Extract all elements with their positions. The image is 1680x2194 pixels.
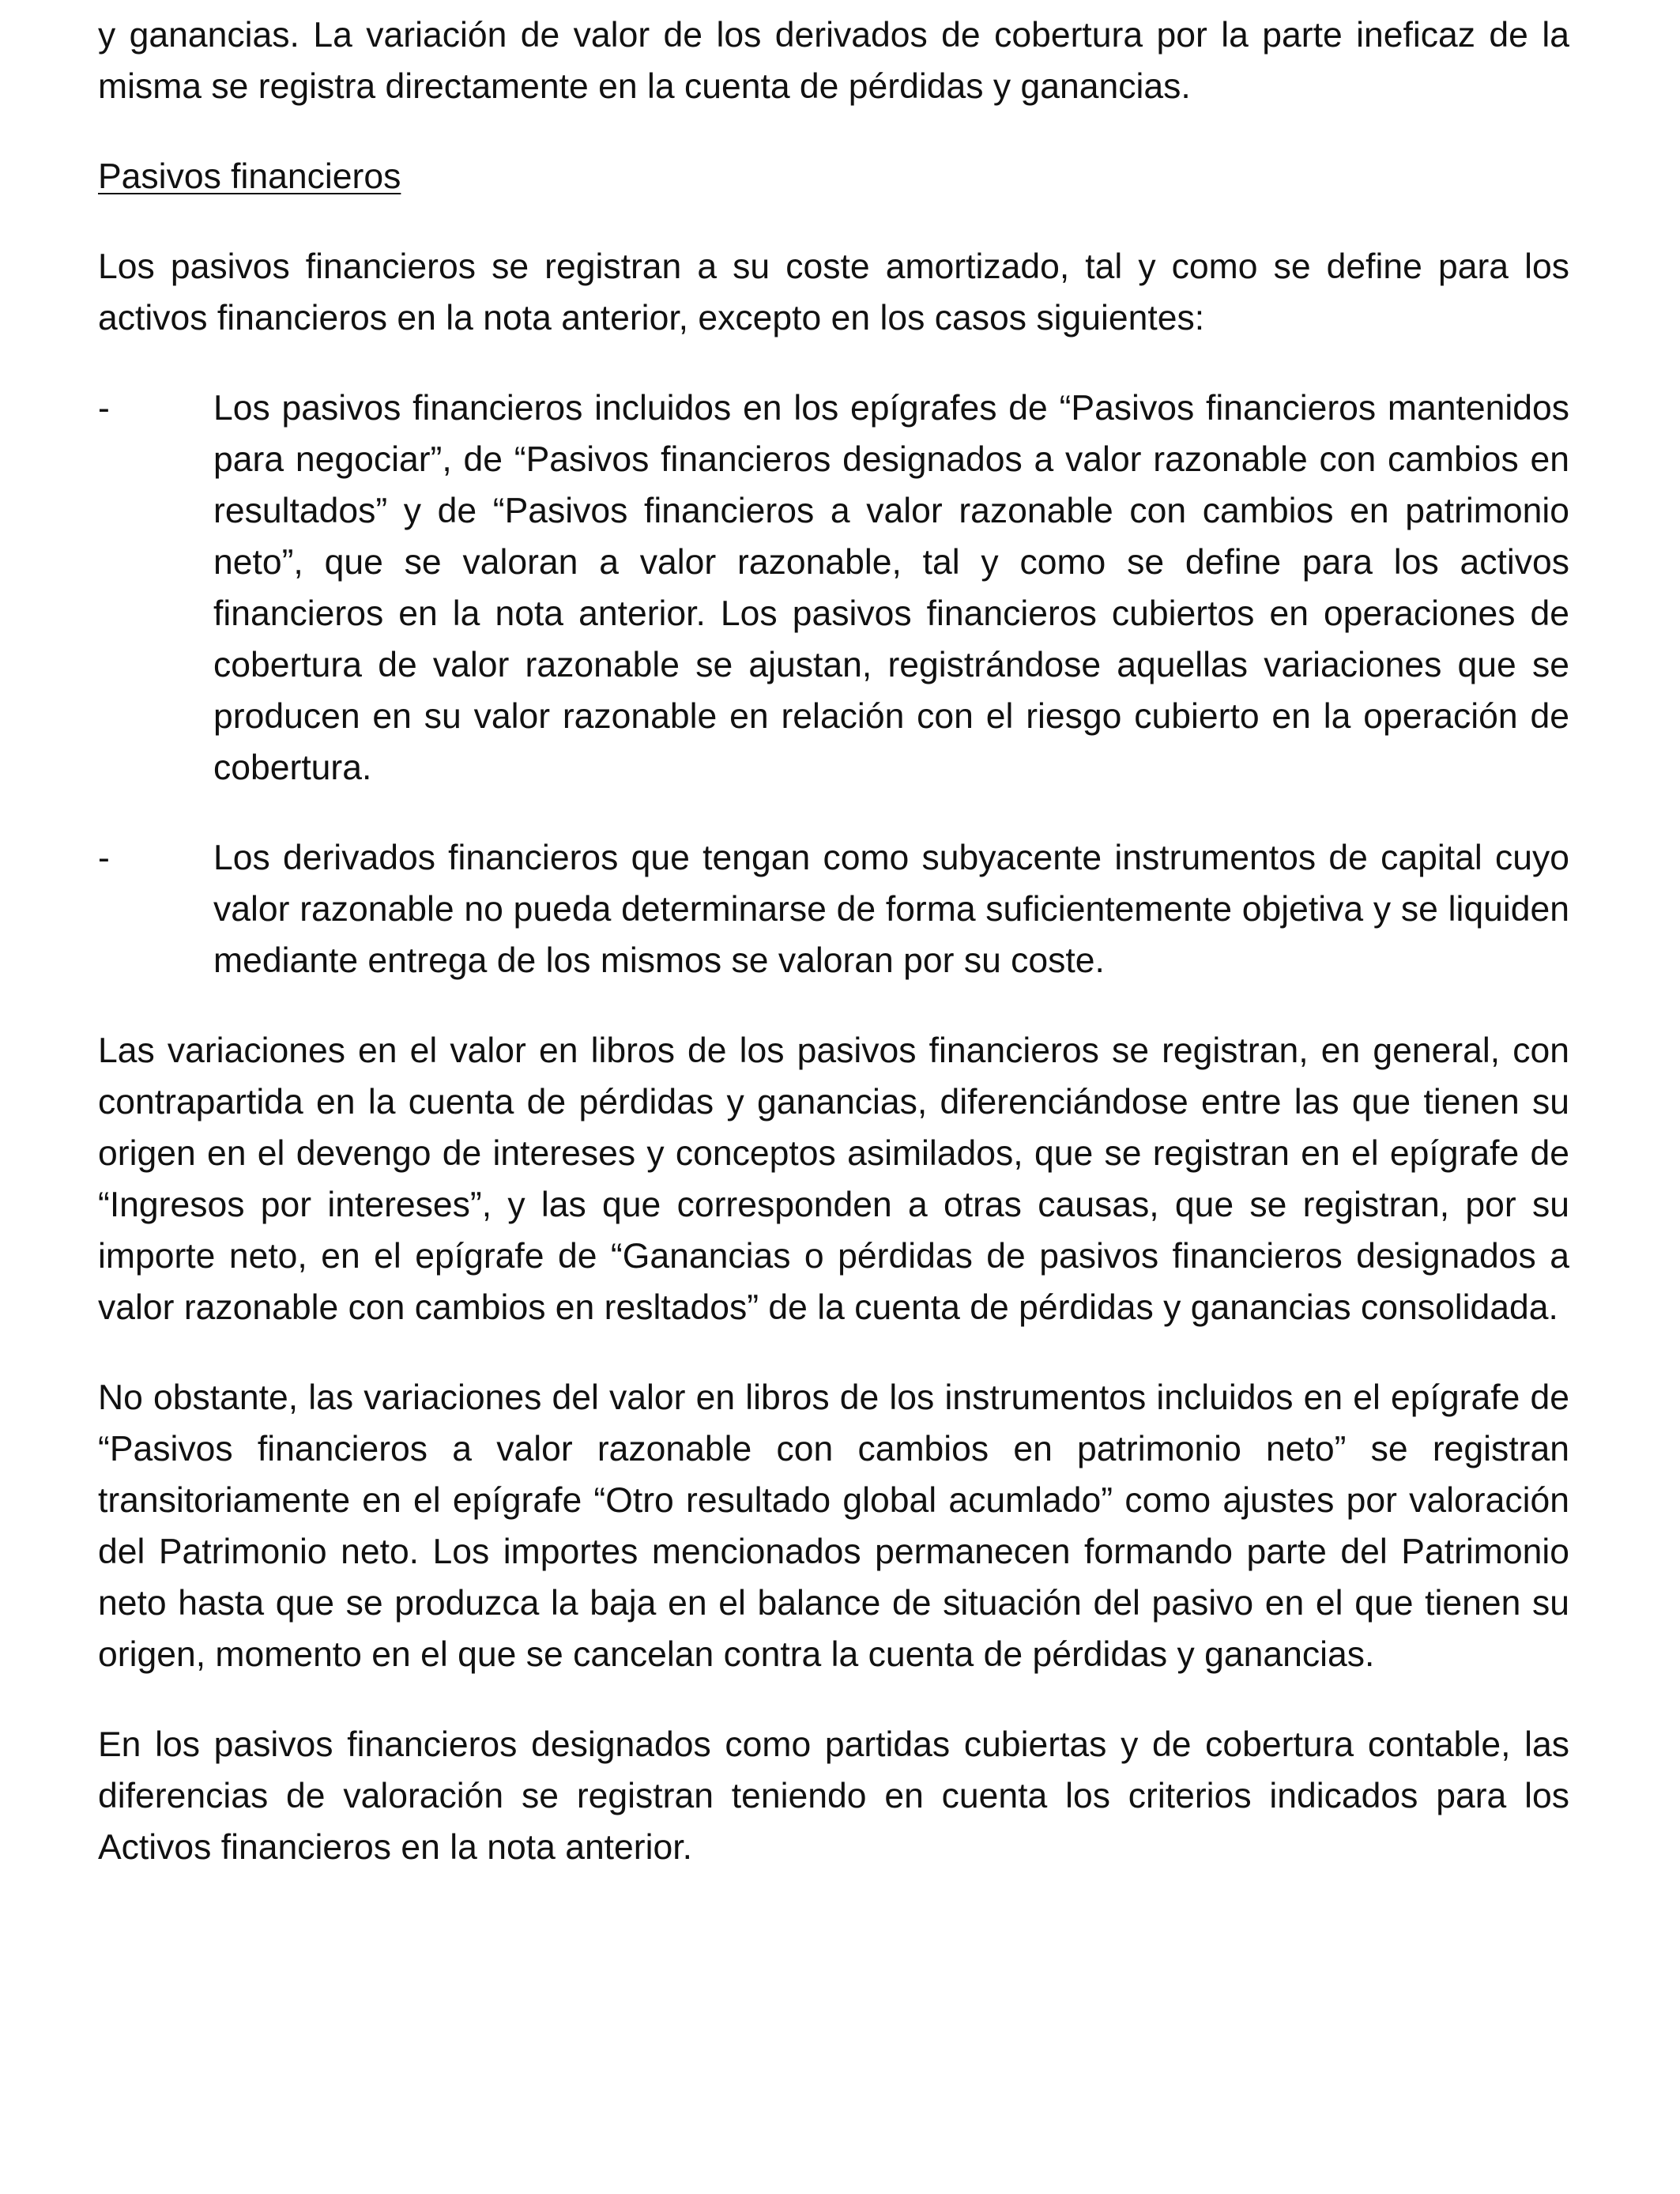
paragraph-2: Las variaciones en el valor en libros de los pasivos financieros se registran, en general, con contrapartida en la cuenta de pérdidas y ganancias, diferenciándose entre las que tienen su origen en el devengo de intereses y conceptos asimilados, que se registran en el epígrafe de “Ingresos por intereses”, y las que corresponden a otras causas, que se registran, por su importe neto, en el epígrafe de “Ganancias o pérdidas de pasivos financieros designados a valor razonable con cambios en resltados” de la cuenta de pérdidas y ganancias consolidada. [98, 1031, 1569, 1327]
bullet-text: Los derivados financieros que tengan como subyacente instrumentos de capital cuyo valor razonable no pueda determinarse de forma suficientemente objetiva y se liquiden mediante entrega de los mismos se valoran por su coste. [213, 839, 1569, 980]
paragraph-4: En los pasivos financieros designados como partidas cubiertas y de cobertura contable, las diferencias de valoración se registran teniendo en cuenta los criterios indicados para los Activos financieros en la nota anterior. [98, 1725, 1569, 1867]
paragraph-3: No obstante, las variaciones del valor en libros de los instrumentos incluidos en el epígrafe de “Pasivos financieros a valor razonable con cambios en patrimonio neto” se registran transitoriamente en el epígrafe “Otro resultado global acumlado” como ajustes por valoración del Patrimonio neto. Los importes mencionados permanecen formando parte del Patrimonio neto hasta que se produzca la baja en el balance de situación del pasivo en el que tienen su origen, momento en el que se cancelan contra la cuenta de pérdidas y ganancias. [98, 1378, 1569, 1674]
paragraph-1: Los pasivos financieros se registran a su coste amortizado, tal y como se define para los activos financieros en la nota anterior, excepto en los casos siguientes: [98, 247, 1569, 337]
bullet-item-2 [98, 832, 1569, 986]
bullet-marker: - [98, 389, 110, 428]
intro-paragraph: y ganancias. La variación de valor de los derivados de cobertura por la parte ineficaz de la misma se registra directamente en la cuenta de pérdidas y ganancias. [98, 16, 1569, 106]
bullet-text: Los pasivos financieros incluidos en los epígrafes de “Pasivos financieros mantenidos para negociar”, de “Pasivos financieros designados a valor razonable con cambios en resultados” y de “Pasivos financieros a valor razonable con cambios en patrimonio neto”, que se valoran a valor razonable, tal y como se define para los activos financieros en la nota anterior. Los pasivos financieros cubiertos en operaciones de cobertura de valor razonable se ajustan, registrándose aquellas variaciones que se producen en su valor razonable en relación con el riesgo cubierto en la operación de cobertura. [213, 389, 1569, 787]
bullet-marker: - [98, 839, 110, 877]
document-page [98, 9, 1569, 1912]
section-heading-pasivos-financieros: Pasivos financieros [98, 157, 401, 196]
bullet-item-1 [98, 383, 1569, 794]
